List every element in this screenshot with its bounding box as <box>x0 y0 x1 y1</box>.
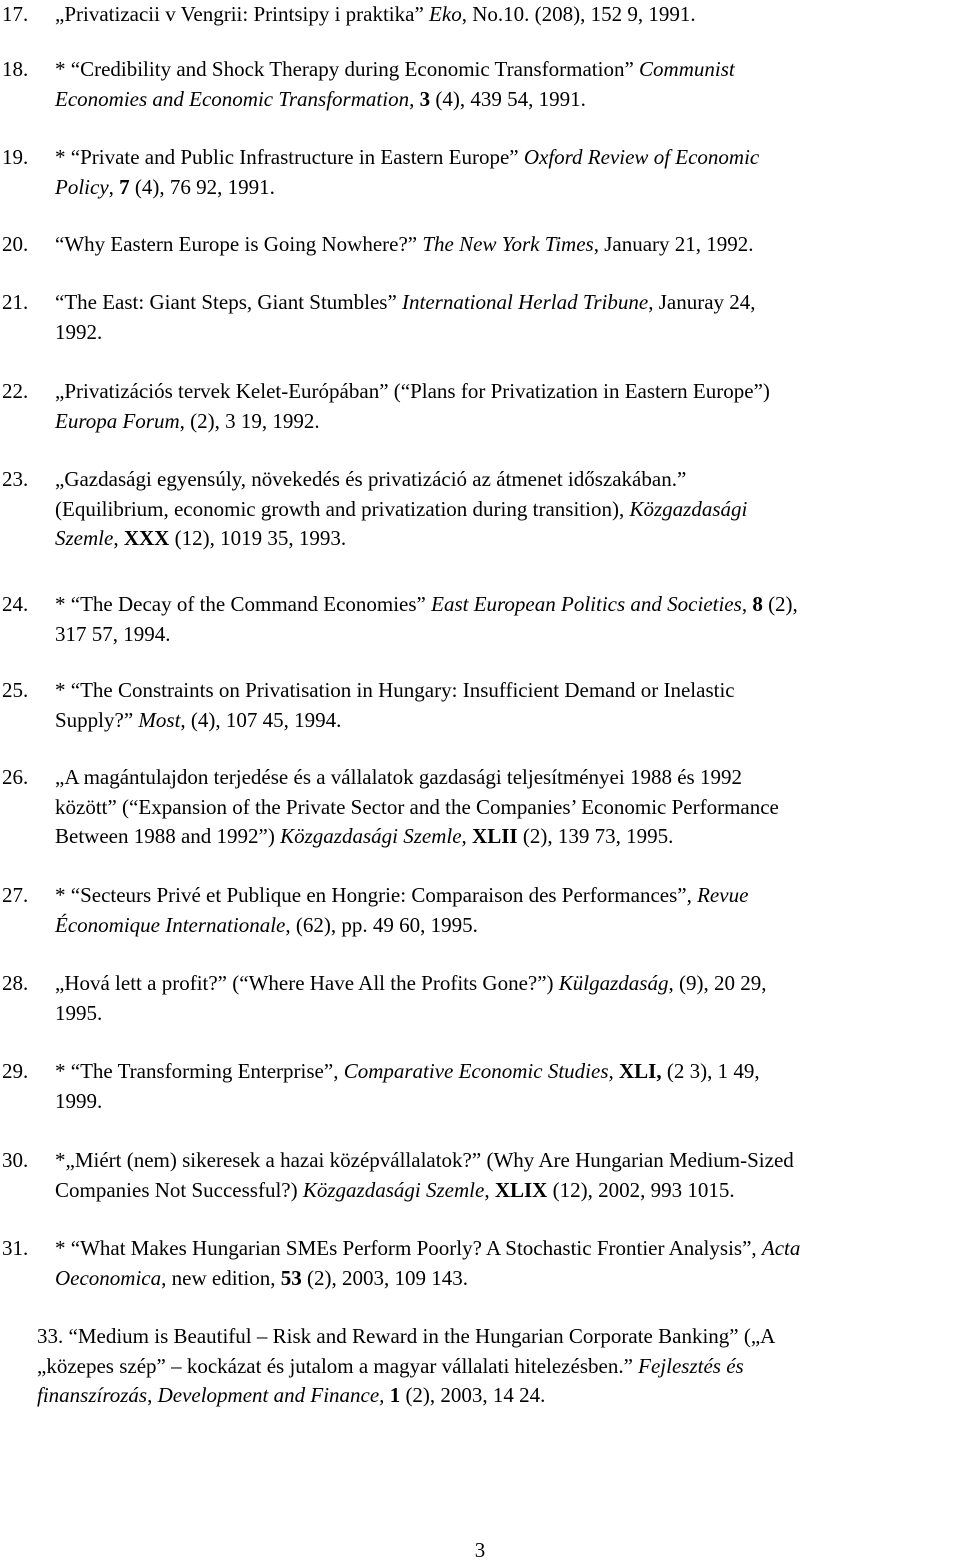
text-run: (2), 2003, 14 24. <box>400 1383 546 1407</box>
reference-text <box>55 230 960 260</box>
text-run: , (9), 20 29, <box>668 971 767 995</box>
text-run: * “Credibility and Shock Therapy during Economic Transformation” <box>55 57 640 81</box>
italic-text: Fejlesztés és <box>638 1353 744 1378</box>
reference-text <box>55 1146 960 1205</box>
reference-number: 30. <box>2 1148 29 1172</box>
text-run: * “What Makes Hungarian SMEs Perform Poorly? A Stochastic Frontier Analysis”, <box>55 1236 762 1260</box>
reference-line <box>55 173 960 203</box>
reference-text <box>55 763 960 852</box>
text-run: 1999. <box>55 1088 103 1113</box>
text-run: között” (“Expansion of the Private Sector and the Companies’ Economic Performance <box>55 794 779 819</box>
italic-text: The New York Times <box>422 232 594 256</box>
bold-text: XXX <box>123 526 170 550</box>
reference-number: 21. <box>2 290 29 314</box>
bold-text: 7 <box>119 174 130 199</box>
reference-line <box>55 55 960 85</box>
italic-text: Eko <box>429 2 462 26</box>
reference-number: 25. <box>2 678 29 702</box>
italic-text: Development and Finance, <box>157 1383 385 1407</box>
text-run: (12), 2002, 993 1015. <box>547 1177 735 1202</box>
text-run: (4), 439 54, 1991. <box>430 86 586 111</box>
reference-line <box>55 620 960 650</box>
reference-line <box>55 524 960 554</box>
text-run: * “The Transforming Enterprise”, <box>55 1059 344 1083</box>
reference-text <box>55 1057 960 1116</box>
text-run: , (62), pp. 49 60, 1995. <box>285 912 478 937</box>
text-run: „A magántulajdon terjedése és a vállalatok gazdasági teljesítményei 1988 és 1992 <box>55 765 742 789</box>
reference-line <box>55 1146 960 1176</box>
reference-text <box>37 1322 960 1411</box>
italic-text: finanszírozás <box>37 1383 148 1407</box>
reference-line <box>55 465 960 495</box>
reference-number: 23. <box>2 467 29 491</box>
reference-number: 27. <box>2 883 29 907</box>
reference-number: 26. <box>2 765 29 789</box>
italic-text: Policy <box>55 174 109 199</box>
reference-number: 28. <box>2 971 29 995</box>
reference-line <box>55 881 960 911</box>
bold-text: XLIX <box>494 1177 548 1202</box>
text-run: Companies Not Successful?) <box>55 1177 303 1202</box>
reference-text <box>55 676 960 735</box>
text-run: 317 57, 1994. <box>55 621 171 646</box>
reference-line <box>55 407 960 437</box>
reference-line <box>55 377 960 407</box>
reference-line <box>55 1087 960 1117</box>
italic-text: Oeconomica <box>55 1265 162 1290</box>
italic-text: East European Politics and Societies <box>431 592 742 616</box>
bold-text: 8 <box>752 592 763 616</box>
text-run: „Privatizacii v Vengrii: Printsipy i praktika” <box>55 2 430 26</box>
reference-number: 18. <box>2 57 29 81</box>
text-run: , (4), 107 45, 1994. <box>180 707 342 732</box>
italic-text: Economies and Economic Transformation, <box>55 86 415 111</box>
reference-line <box>55 911 960 941</box>
reference-text <box>55 143 960 202</box>
reference-line <box>55 822 960 852</box>
text-run: „Gazdasági egyensúly, növekedés és privatizáció az átmenet időszakában.” <box>55 467 687 491</box>
italic-text: Most <box>138 707 181 732</box>
text-run: (12), 1019 35, 1993. <box>169 526 347 550</box>
text-run: , <box>147 1383 158 1407</box>
reference-line <box>55 1057 960 1087</box>
reference-line <box>55 318 960 348</box>
text-run: (2), <box>762 592 798 616</box>
text-run: „Privatizációs tervek Kelet-Európában” (“Plans for Privatization in Eastern Europe”) <box>55 379 770 403</box>
italic-text: Oxford Review of Economic <box>523 145 760 169</box>
reference-line <box>55 0 960 30</box>
reference-line <box>55 143 960 173</box>
reference-text <box>55 590 960 649</box>
reference-number: 24. <box>2 592 29 616</box>
reference-line <box>37 1322 960 1352</box>
italic-text: Közgazdasági Szemle <box>280 824 462 848</box>
reference-text <box>55 377 960 436</box>
italic-text: Szemle <box>55 526 114 550</box>
reference-line <box>55 706 960 736</box>
italic-text: Közgazdasági Szemle <box>302 1177 485 1202</box>
bold-text: XLI, <box>619 1059 662 1083</box>
reference-line <box>55 763 960 793</box>
reference-line <box>55 969 960 999</box>
text-run: , Januray 24, <box>648 290 756 314</box>
italic-text: Communist <box>639 57 735 81</box>
text-run: , <box>741 592 753 616</box>
text-run: , <box>461 824 473 848</box>
italic-text: Külgazdaság <box>558 971 669 995</box>
reference-text <box>55 288 960 347</box>
reference-line <box>37 1381 960 1411</box>
reference-number: 31. <box>2 1236 29 1260</box>
reference-line <box>55 590 960 620</box>
bold-text: 1 <box>389 1383 401 1407</box>
text-run: 33. “Medium is Beautiful – Risk and Reward in the Hungarian Corporate Banking” („A <box>37 1324 776 1348</box>
reference-line <box>55 495 960 525</box>
text-run: , <box>484 1177 495 1202</box>
reference-line <box>55 288 960 318</box>
text-run: , (2), 3 19, 1992. <box>179 408 320 433</box>
reference-number: 29. <box>2 1059 29 1083</box>
text-run: (2), 2003, 109 143. <box>301 1265 468 1290</box>
italic-text: Comparative Economic Studies, <box>343 1059 614 1083</box>
reference-text <box>55 881 960 940</box>
text-run: 1995. <box>55 1000 103 1025</box>
text-run: “Why Eastern Europe is Going Nowhere?” <box>55 232 423 256</box>
text-run: * “The Decay of the Command Economies” <box>55 592 432 616</box>
text-run: * “Private and Public Infrastructure in Eastern Europe” <box>55 145 524 169</box>
text-run: (2 3), 1 49, <box>661 1059 760 1083</box>
reference-line <box>55 1234 960 1264</box>
italic-text: Revue <box>697 883 749 907</box>
text-run: , new edition, <box>161 1265 281 1290</box>
text-run: , <box>113 526 124 550</box>
reference-line <box>55 676 960 706</box>
text-run: , No.10. (208), 152 9, 1991. <box>461 2 696 26</box>
bold-text: 3 <box>419 86 431 111</box>
reference-line <box>37 1352 960 1382</box>
text-run: Between 1988 and 1992”) <box>55 824 281 848</box>
reference-text <box>55 969 960 1028</box>
text-run: (4), 76 92, 1991. <box>129 174 275 199</box>
text-run: * “The Constraints on Privatisation in Hungary: Insufficient Demand or Inelastic <box>55 678 735 702</box>
reference-line <box>55 1264 960 1294</box>
text-run: „Hová lett a profit?” (“Where Have All the Profits Gone?”) <box>55 971 559 995</box>
text-run: (Equilibrium, economic growth and privatization during transition), <box>55 496 630 521</box>
italic-text: Europa Forum <box>55 408 180 433</box>
reference-number: 20. <box>2 232 29 256</box>
reference-line <box>55 999 960 1029</box>
reference-number: 22. <box>2 379 29 403</box>
reference-line <box>55 85 960 115</box>
reference-text <box>55 55 960 114</box>
text-run: “The East: Giant Steps, Giant Stumbles” <box>55 290 403 314</box>
reference-line <box>55 230 960 260</box>
reference-line <box>55 793 960 823</box>
text-run: 1992. <box>55 319 103 344</box>
text-run: , January 21, 1992. <box>593 232 754 256</box>
italic-text: Közgazdasági <box>629 496 748 521</box>
reference-number: 17. <box>2 2 29 26</box>
text-run: „közepes szép” – kockázat és jutalom a magyar vállalati hitelezésben.” <box>37 1353 639 1378</box>
text-run: * “Secteurs Privé et Publique en Hongrie: Comparaison des Performances”, <box>55 883 698 907</box>
page-number: 3 <box>474 1538 486 1562</box>
italic-text: Acta <box>761 1236 801 1260</box>
text-run: , <box>108 174 120 199</box>
bold-text: XLII <box>472 824 518 848</box>
reference-text <box>55 465 960 554</box>
text-run: Supply?” <box>55 707 139 732</box>
italic-text: International Herlad Tribune <box>402 290 649 314</box>
reference-text <box>55 0 960 30</box>
italic-text: Économique Internationale <box>55 912 286 937</box>
text-run: (2), 139 73, 1995. <box>517 824 674 848</box>
reference-number: 19. <box>2 145 29 169</box>
text-run: *„Miért (nem) sikeresek a hazai középvállalatok?” (Why Are Hungarian Medium-Sized <box>55 1148 794 1172</box>
reference-text <box>55 1234 960 1293</box>
reference-line <box>55 1176 960 1206</box>
bold-text: 53 <box>280 1265 302 1290</box>
